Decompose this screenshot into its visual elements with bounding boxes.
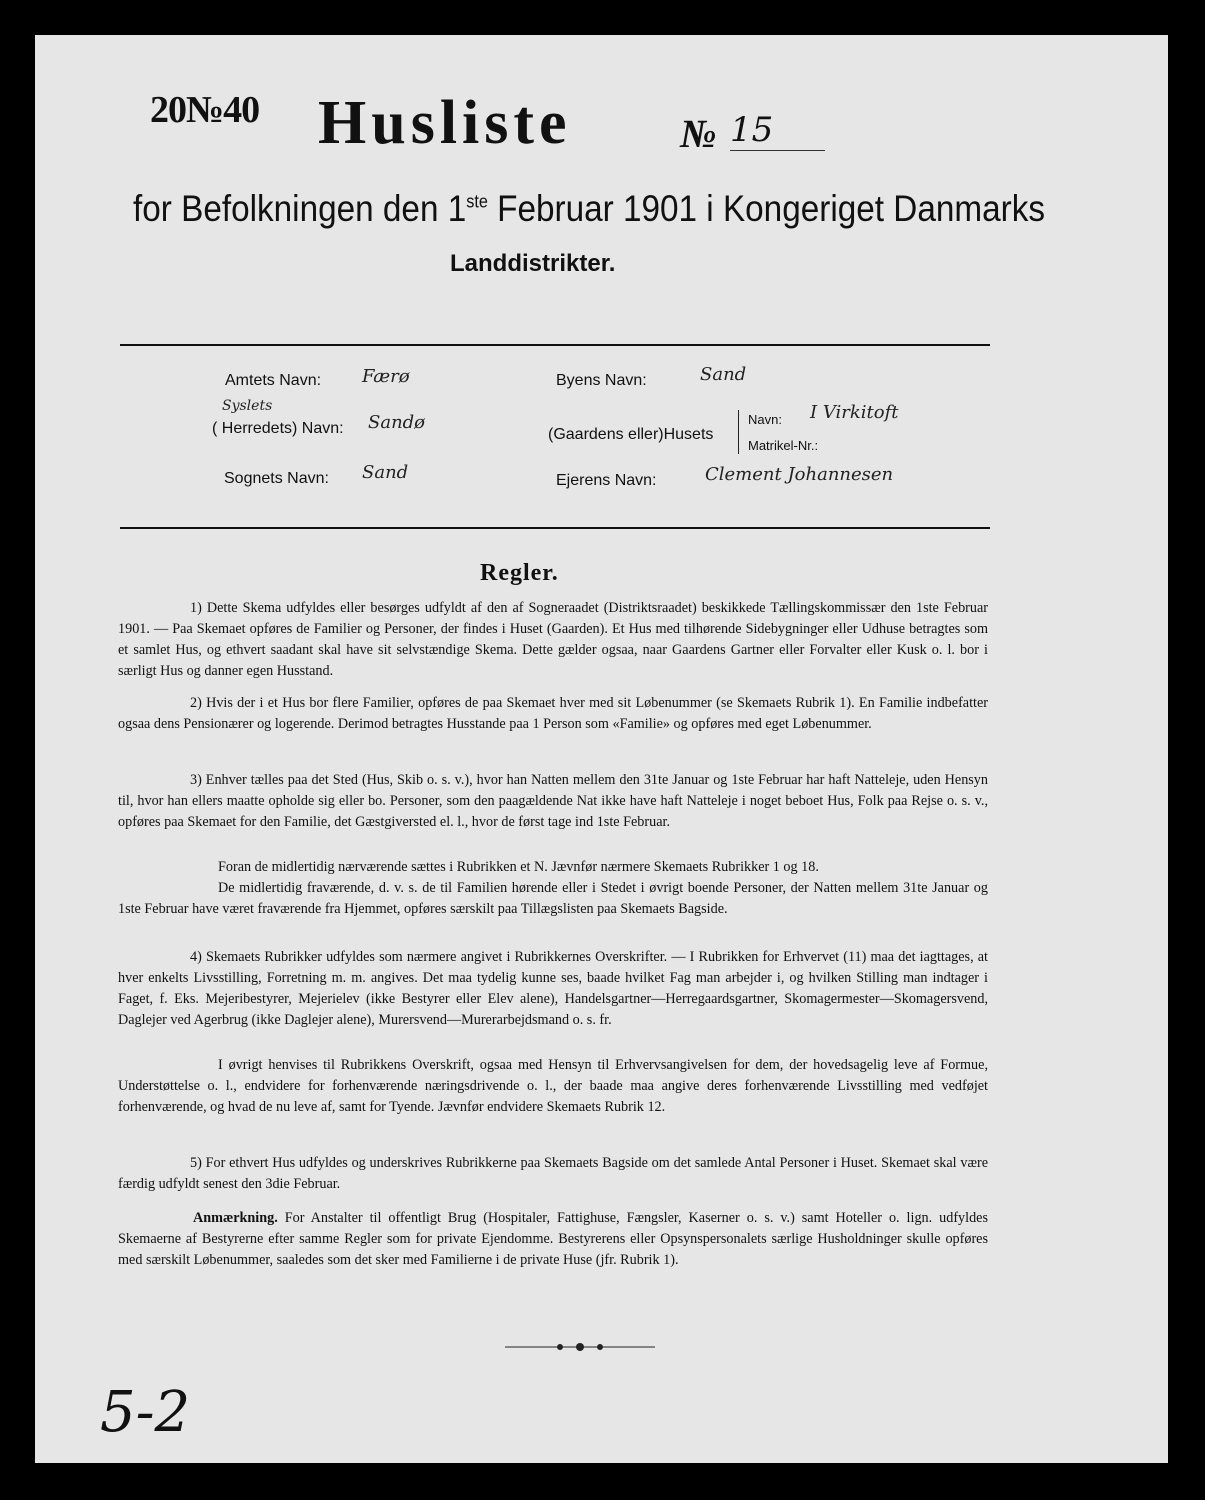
- rule-4-text: 4) Skemaets Rubrikker udfyldes som nærmere angivet i Rubrikkernes Overskrifter. — I Rubrikken for Erhvervet (11) maa det iagttages, at hver enkelts Livsstilling, Forretning m. m. angives. Det maa tydelig kunne ses, baade hvilket Fag man arbejder i, og hvilken Stilling man indtager i Faget, f. Eks. Mejeribestyrer, Mejerielev (ikke Bestyrer eller Elev alene), Handelsgartner—Herregaardsgartner, Skomagermester—Skomagersvend, Daglejer ved Agerbrug (ikke Daglejer alene), Murersvend—Murerarbejdsmand o. s. fr.: [118, 949, 988, 1028]
- rule-4b: [118, 1055, 988, 1118]
- top-divider: [120, 344, 990, 346]
- sogn-label: Sognets Navn:: [224, 470, 329, 487]
- by-label: Byens Navn:: [556, 372, 647, 389]
- note-label: Anmærkning.: [193, 1210, 278, 1226]
- rule-5-text: 5) For ethvert Hus udfyldes og underskrives Rubrikkerne paa Skemaets Bagside om det samlede Antal Personer i Huset. Skemaet skal være færdig udfyldt senest den 3die Februar.: [118, 1155, 988, 1192]
- subtitle-sup: ste: [466, 191, 488, 212]
- form-title: Husliste: [318, 89, 572, 157]
- rule-3c: [118, 878, 988, 920]
- rule-3-text: 3) Enhver tælles paa det Sted (Hus, Skib o. s. v.), hvor han Natten mellem den 31te Januar og 1ste Februar har haft Natteleje, uden Hensyn til, hvor han ellers maatte opholde sig eller bo. Personer, som den paagældende Nat ikke have haft Natteleje i noget beboet Hus, Folk paa Rejse o. s. v., opføres paa Skemaet for den Familie, det Gæstgiversted el. l., hvor de først tage ind 1ste Februar.: [118, 772, 988, 830]
- rule-2: [118, 693, 988, 735]
- herred-value: Sandø: [368, 412, 426, 433]
- rule-2-text: 2) Hvis der i et Hus bor flere Familier, opføres de paa Skemaet hver med sit Løbenummer (se Skemaets Rubrik 1). En Familie indbefatter ogsaa dens Pensionærer og logerende. Derimod betragtes Husstande paa 1 Person som «Familie» og opføres med eget Løbenummer.: [118, 695, 988, 732]
- navn-value: I Virkitoft: [810, 402, 899, 423]
- sogn-value: Sand: [362, 462, 409, 483]
- form-subtitle: [133, 188, 1046, 230]
- ornament-divider: [505, 1340, 655, 1354]
- rule-4b-text: I øvrigt henvises til Rubrikkens Overskrift, ogsaa med Hensyn til Erhvervsangivelsen for dem, der hovedsagelig leve af Formue, Understøttelse o. l., endvidere for forhenværende næringsdrivende o. l., der baade maa angive deres forhenværende Livsstilling med vedføjet forhenværende, og hvad de nu leve af, samt for Tyende. Jævnfør endvidere Skemaets Rubrik 12.: [118, 1057, 988, 1115]
- subtitle-part-2: Februar 1901 i Kongeriget Danmarks: [487, 188, 1046, 229]
- bottom-divider: [120, 527, 990, 529]
- archive-stamp: 20№40: [150, 89, 260, 131]
- amt-label: Amtets Navn:: [225, 372, 322, 389]
- rule-1-text: 1) Dette Skema udfyldes eller besørges udfyldt af den af Sogneraadet (Distriktsraadet) beskikkede Tællingskommissær den 1ste Februar 1901. — Paa Skemaet opføres de Familier og Personer, der findes i Huset (Gaarden). Et Hus med tilhørende Sidebygninger eller Udhuse betragtes som et samlet Hus, og ethvert saadant skal have sit selvstændige Skema. Dette gælder ogsaa, naar Gaardens Gartner eller Forvalter eller Kusk o. l. bor i særligt Hus og danner egen Husstand.: [118, 600, 988, 679]
- note: [118, 1208, 988, 1271]
- note-text: For Anstalter til offentligt Brug (Hospitaler, Fattighuse, Fængsler, Kaserner o. s. v.) samt Hoteller o. lign. udfyldes Skemaerne af Bestyrerne efter samme Regler som for private Ejendomme. Bestyrerens eller Opsynspersonalets særlige Husholdninger skulle opføres med særskilt Løbenummer, saaledes som det sker med Familierne i de private Huse (jfr. Rubrik 1).: [118, 1210, 988, 1268]
- page-number-handwritten: 5-2: [100, 1380, 191, 1445]
- rule-1: [118, 598, 988, 682]
- field-bracket: [738, 410, 739, 454]
- number-label: №: [680, 111, 717, 156]
- ejer-value: Clement Johannesen: [705, 464, 894, 485]
- district-heading: Landdistrikter.: [450, 250, 616, 277]
- matrikel-label: Matrikel-Nr.:: [748, 438, 819, 453]
- by-value: Sand: [700, 364, 747, 385]
- handwritten-number: 15: [730, 110, 825, 151]
- rule-3b-text: Foran de midlertidig nærværende sættes i Rubrikken et N. Jævnfør nærmere Skemaets Rubrikker 1 og 18.: [218, 859, 819, 875]
- rule-5: [118, 1153, 988, 1195]
- rule-3b: [118, 857, 988, 878]
- subtitle-part-1: for Befolkningen den 1: [133, 188, 467, 229]
- herred-prefix-handwritten: Syslets: [222, 398, 273, 414]
- herred-label: ( Herredets) Navn:: [212, 420, 344, 437]
- ejer-label: Ejerens Navn:: [556, 472, 657, 489]
- rules-title: Regler.: [480, 560, 559, 586]
- navn-label: Navn:: [748, 412, 782, 427]
- amt-value: Færø: [362, 366, 410, 387]
- rule-3: [118, 770, 988, 833]
- rule-3c-text: De midlertidig fraværende, d. v. s. de til Familien hørende eller i Stedet i øvrigt boende Personer, der Natten mellem 31te Januar og 1ste Februar have været fraværende fra Hjemmet, opføres særskilt paa Tillægslisten paa Skemaets Bagside.: [118, 880, 988, 917]
- rule-4: [118, 947, 988, 1031]
- gaard-label: (Gaardens eller)Husets: [548, 426, 714, 443]
